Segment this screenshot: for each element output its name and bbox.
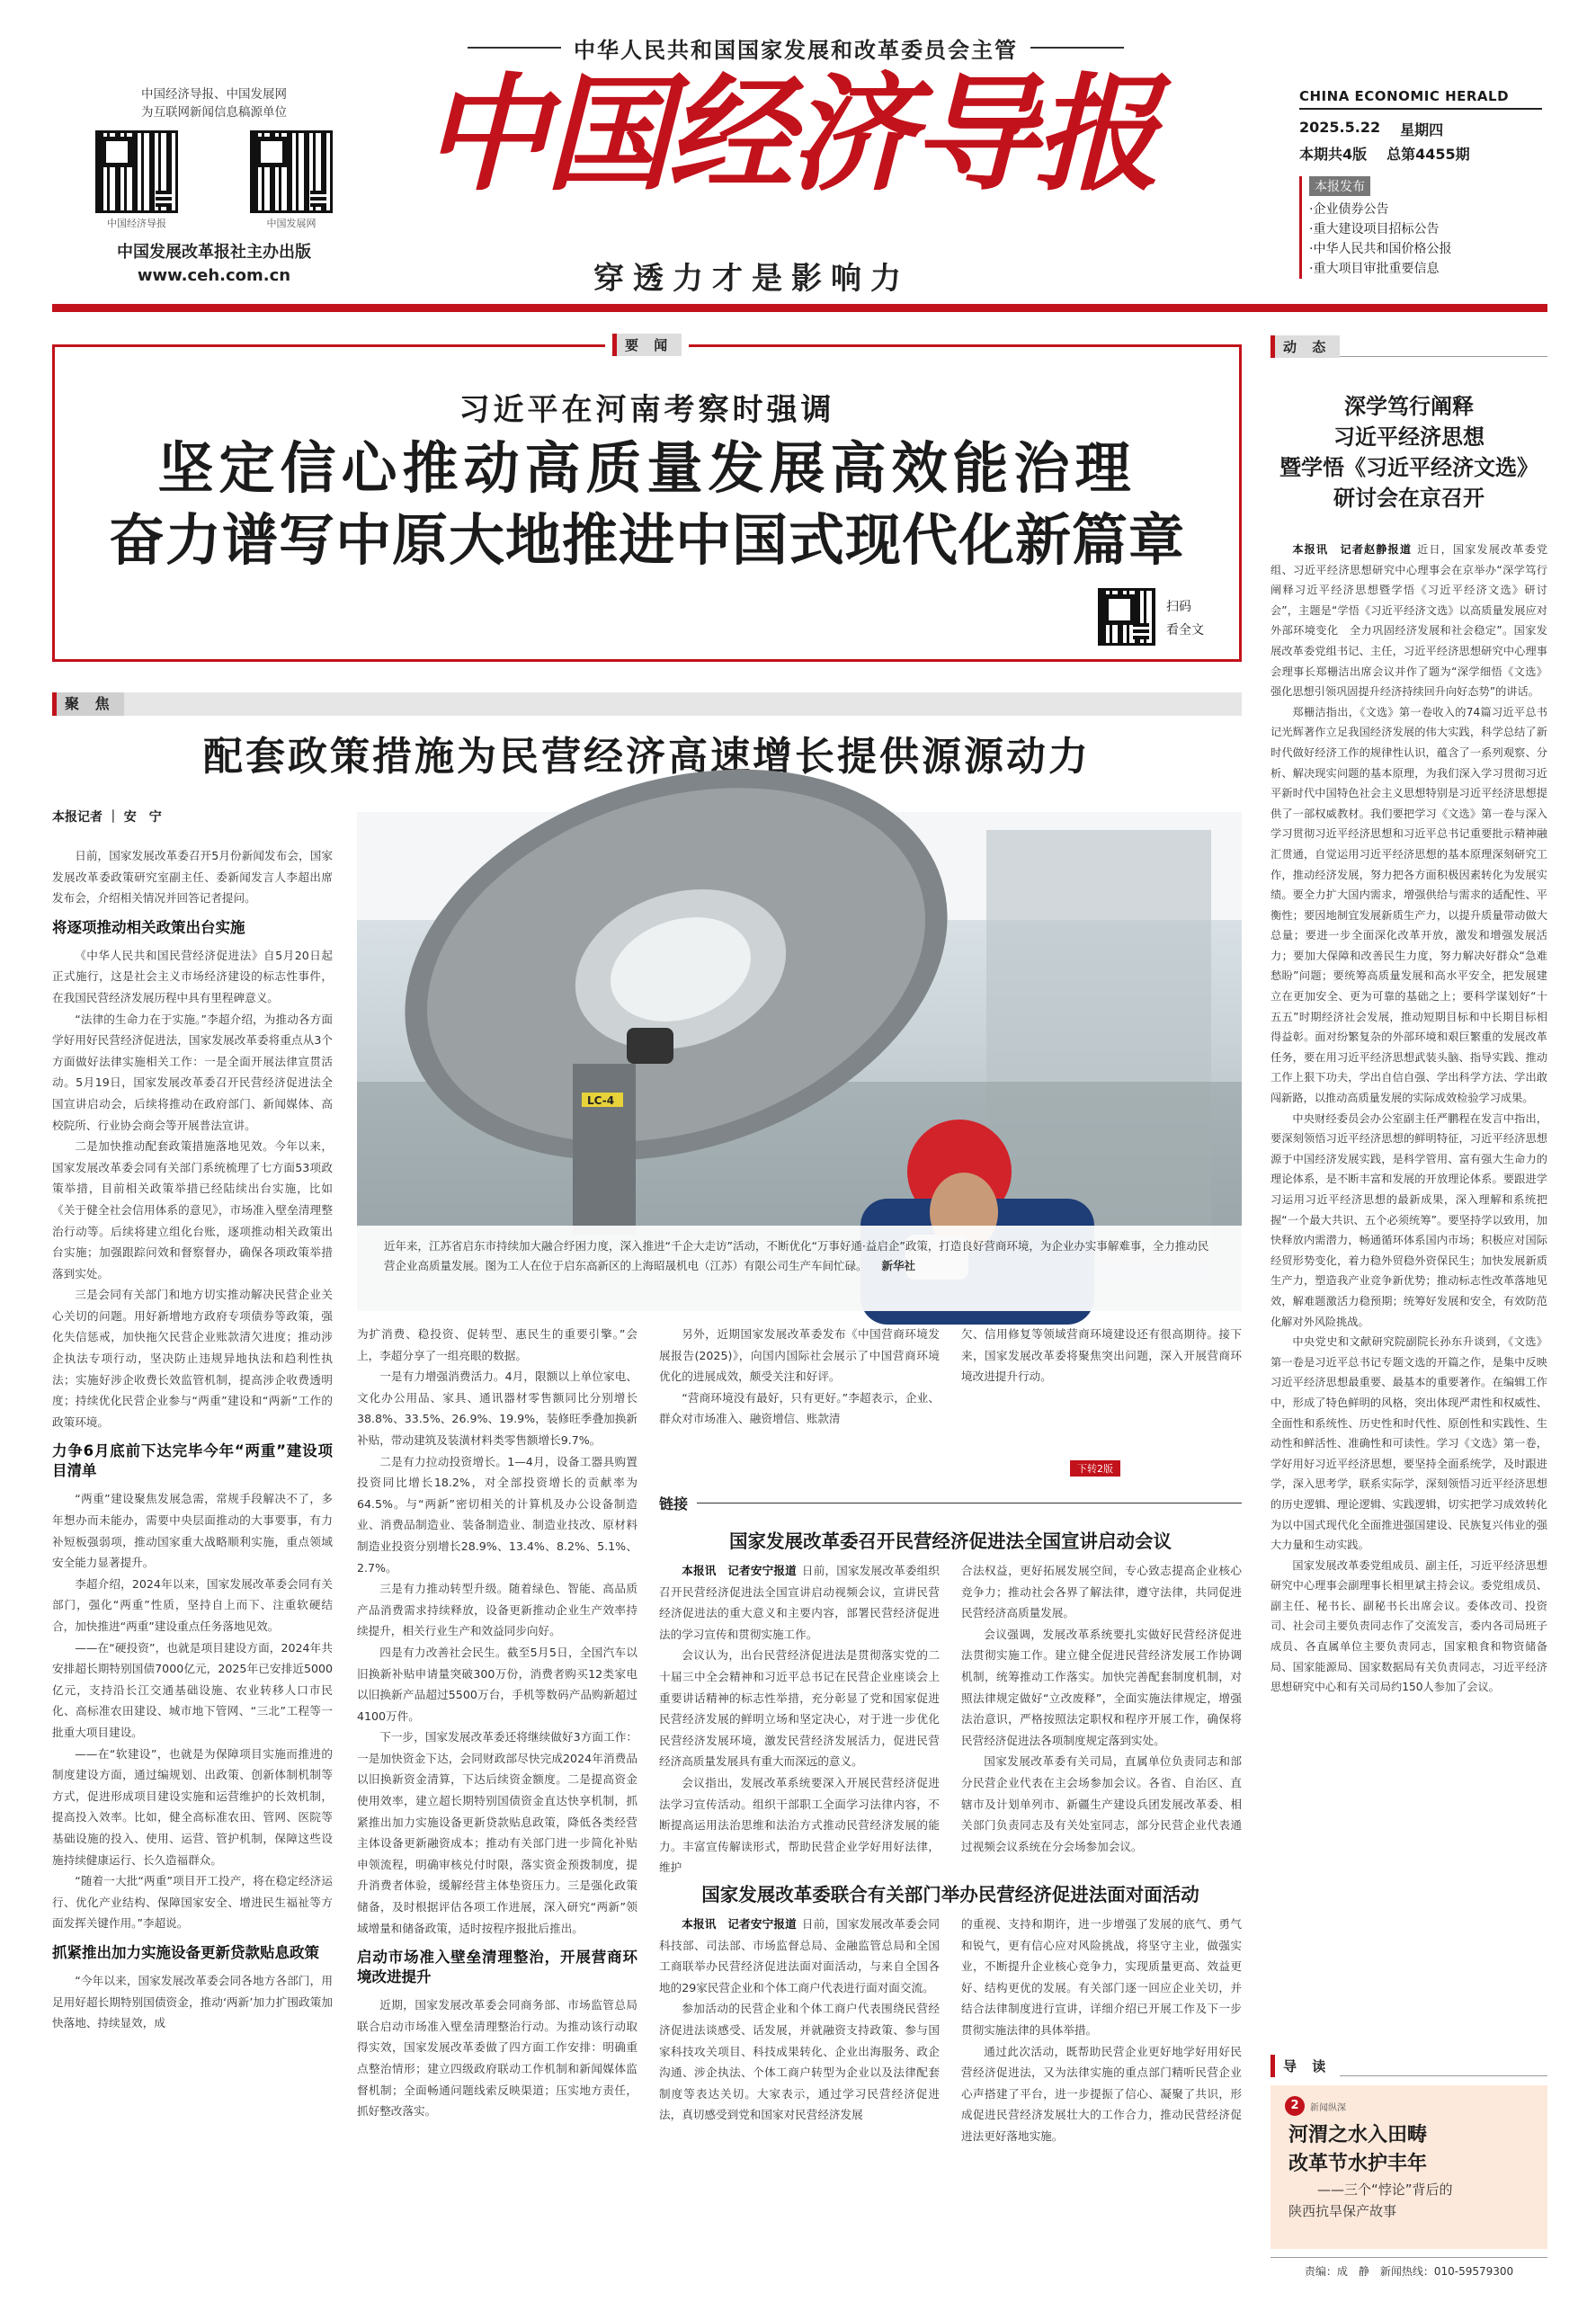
jujiao-column-4: 欠、信用修复等领域营商环境建设还有很高期待。接下来，国家发展改革委将聚焦突出问题，深入开展营商环境改进提升行动。 — [961, 1327, 1242, 1384]
footer-editor-line — [1271, 2257, 1547, 2279]
link-headline-1[interactable]: 国家发展改革委召开民营经济促进法全国宣讲启动会议 — [729, 1530, 1172, 1552]
subheading: 抓紧推出加力实施设备更新贷款贴息政策 — [52, 1943, 319, 1961]
jujiao-tag: 聚 焦 — [52, 692, 124, 716]
jujiao-bar — [52, 692, 1242, 716]
release-tag: 本报发布 — [1309, 176, 1370, 196]
supervisor-line — [468, 34, 1124, 61]
daodu-tag: 导 读 — [1271, 2055, 1340, 2077]
release-item[interactable]: ·重大建设项目招标公告 — [1309, 222, 1440, 236]
jujiao-column-3: 另外，近期国家发展改革委发布《中国营商环境发展报告(2025)》，向国内国际社会展示了中国营商环境优化的进展成效，颇受关注和好评。 “营商环境没有最好，只有更好。”李超表示，企业、群众对市场准入、融资增信、账款清 — [659, 1327, 940, 1426]
qr-code-cdn[interactable] — [250, 130, 333, 213]
jujiao-headline[interactable]: 配套政策措施为民营经济高速增长提供源源动力 — [203, 734, 1091, 780]
link-article-2-left: 本报讯 记者安宁报道 日前，国家发展改革委会同科技部、司法部、市场监督总局、金融监管总局和全国工商联举办民营经济促进法面对面活动，与来自全国各地的29家民营企业和个体工商户代表进行面对面交流。 参加活动的民营企业和个体工商户代表围绕民营经济促进法谈感受、话发展，并就融资支持政策、参与国家科技攻关项目、科技成果转化、企业出海服务、政企沟通、涉企执法、个体工商户转型为企业以及法律配套制度等表达关切。大家表示，通过学习民营经济促进法，真切感受到党和国家对民营经济发展 — [659, 1917, 941, 2122]
scan-qr-code[interactable] — [1098, 588, 1155, 646]
jujiao-column-1: 日前，国家发展改革委召开5月份新闻发布会，国家发展改革委政策研究室副主任、委新闻发言人李超出席发布会，介绍相关情况并回答记者提问。 将逐项推动相关政策出台实施 《中华人民共和国民营经济促进法》自5月20日起正式施行，这是社会主义市场经济建设的标志性事件，在我国民营经济发展历程中具有里程碑意义。 “法律的生命力在于实施。”李超介绍，为推动各方面学好用好民营经济促进法，国家发展改革委将重点从3个方面做好法律实施相关工作：一是全面开展法律宣贯活动。5月19日，国家发展改革委召开民营经济促进法全国宣讲启动会，后续将推动在政府部门、新闻媒体、高校院所、行业协会商会等开展普法宣讲。 二是加快推动配套政策措施落地见效。今年以来，国家发展改革委会同有关部门系统梳理了七方面53项政策举措，目前相关政策举措已经陆续出台实施，比如《关于健全社会信用体系的意见》，市场准入壁垒清理整治行动等。后续将建立组化台账，逐项推动相关政策出台实施；加强跟踪问效和督察督办，确保各项政策举措落到实处。 三是会同有关部门和地方切实推动解决民营企业关心关切的问题。用好新增地方政府专项债券等政策，强化失信惩戒，加快拖欠民营企业账款清欠进度；推动涉企执法专项行动，坚决防止违规异地执法和趋利性执法；实施好涉企收费长效监管机制，提高涉企收费透明度；持续优化民营企业参与“两重”建设和“两新”工作的政策环境。 力争6月底前下达完毕今年“两重”建设项目清单 “两重”建设聚焦发展急需，常规手段解决不了，多年想办而未能办，需要中央层面推动的大事要事，有力补短板强弱项，推动国家重大战略顺利实施，重点领域安全能力显著提升。 李超介绍，2024年以来，国家发展改革委会同有关部门，强化“两重”性质，坚持自上而下、注重软硬结合，加快推进“两重”建设重点任务落地见效。 ——在“硬投资”，也就是项目建设方面，2024年共安排超长期特别国债7000亿元，2025年已安排近5000亿元，支持沿长江交通基础设施、农业转移人口市民化、高标准农田建设、城市地下管网、“三北”工程等一批重大项目建设。 ——在“软建设”，也就是为保障项目实施而推进的制度建设方面，通过编规划、出政策、创新体制机制等方式，促进形成项目建设实施和运营维护的长效机制，提高投入效率。比如，健全高标准农田、管网、医院等基础设施的投入、使用、运营、管护机制，保障这些设施持续健康运行、长久造福群众。 “随着一大批“两重”项目开工投产，将在稳定经济运行、优化产业结构、保障国家安全、增进民生福祉等方面发挥关键作用。”李超说。 抓紧推出加力实施设备更新贷款贴息政策 “今年以来，国家发展改革委会同各地方各部门，用足用好超长期特别国债资金，推动‘两新’加力扩围政策加快落地、持续显效，成 — [52, 849, 333, 2030]
issue-number: 总第4455期 — [1386, 146, 1470, 163]
slogan: 穿透力才是影响力 — [593, 261, 910, 297]
link-byline: 本报讯 记者安宁报道 — [682, 1564, 797, 1577]
daodu-headline-1: 河渭之水入田畴 — [1288, 2124, 1428, 2146]
subheading: 将逐项推动相关政策出台实施 — [52, 918, 245, 936]
release-item[interactable]: ·重大项目审批重要信息 — [1309, 262, 1440, 276]
masthead-left: 中国经济导报、中国发展网 为互联网新闻信息稿源单位 中国经济导报 中国发展网 中国发展改革报社主办出版 www.ceh.com.cn — [79, 85, 349, 285]
jujiao-column-2: 为扩消费、稳投资、促转型、惠民生的重要引擎。”会上，李超分享了一组亮眼的数据。 一是有力增强消费活力。4月，限额以上单位家电、文化办公用品、家具、通讯器材零售额同比分别增长38.8%、33.5%、26.9%、19.9%，装修旺季叠加换新补贴，带动建筑及装潢材料类零售额增长9.7%。 二是有力拉动投资增长。1—4月，设备工器具购置投资同比增长18.2%，对全部投资增长的贡献率为64.5%。与“两新”密切相关的计算机及办公设备制造业、消费品制造业、装备制造业、制造业技改、原材料制造业投资分别增长28.9%、13.4%、8.2%、5.1%、2.7%。 三是有力推动转型升级。随着绿色、智能、高品质产品消费需求持续释放，设备更新推动企业生产效率持续提升，相关行业生产和效益同步向好。 四是有力改善社会民生。截至5月5日，全国汽车以旧换新补贴申请量突破300万份，消费者购买12类家电以旧换新产品超过5500万台，手机等数码产品购新超过4100万件。 下一步，国家发展改革委还将继续做好3方面工作：一是加快资金下达，会同财政部尽快完成2024年消费品以旧换新资金清算，下达后续资金额度。二是提高资金使用效率，建立超长期特别国债资金直达快享机制，抓紧推出加力实施设备更新贷款贴息政策，降低各类经营主体设备更新融资成本；推动有关部门进一步简化补贴申领流程，明确审核兑付时限，落实资金预拨制度，提升消费者体验，缓解经营主体垫资压力。三是强化政策储备，及时根据评估各项工作进展，深入研究“两新”领域增量和储备政策，适时按程序报批后推出。 启动市场准入壁垒清理整治，开展营商环境改进提升 近期，国家发展改革委会同商务部、市场监管总局联合启动市场准入壁垒清理整治行动。为推动该行动取得实效，国家发展改革委做了四方面工作安排：明确重点整治情形；建立四级政府联动工作机制和新闻媒体监督机制；全面畅通问题线索反映渠道；压实地方责任，抓好整改落实。 — [357, 1327, 638, 2119]
daodu-page-badge: 2 — [1285, 2096, 1305, 2116]
dongtai-tag: 动 态 — [1271, 335, 1340, 358]
news-photo — [357, 812, 1242, 1311]
masthead-right — [1299, 88, 1542, 279]
publisher: 中国发展改革报社主办出版 — [117, 243, 311, 262]
dongtai-tag-row — [1271, 335, 1547, 357]
yaowen-headline-2[interactable]: 奋力谱写中原大地推进中国式现代化新篇章 — [108, 507, 1185, 573]
dongtai-body: 本报讯 记者赵静报道 近日，国家发展改革委党组、习近平经济思想研究中心理事会在京举办“深学笃行阐释习近平经济思想暨学悟《习近平经济文选》研讨会”，主题是“学悟《习近平经济文选》以高质量发展应对外部环境变化 全力巩固经济发展和社会稳定”。国家发展改革委党组书记、主任，习近平经济思想研究中心理事会理事长郑栅洁出席会议并作了题为“深学细悟《文选》强化思想引领巩固提升经济持续回升向好态势”的讲话。 郑栅洁指出，《文选》第一卷收入的74篇习近平总书记光辉著作立足我国经济发展的伟大实践，科学总结了新时代做好经济工作的规律性认识，蕴含了一系列观察、分析、解决现实问题的基本原理，为我们深入学习贯彻习近平新时代中国特色社会主义思想特别是习近平经济思想提供了一部权威教材。我们要把学习《文选》第一卷与深入学习贯彻习近平经济思想和习近平总书记重要批示精神融汇贯通，自觉运用习近平经济思想的基本原理深刻研究工作，推动经济发展，努力把各方面积极因素转化为发展实绩。要全力扩大国内需求，增强供给与需求的适配性、平衡性；要因地制宜发展新质生产力，以提升质量带动做大总量；要进一步全面深化改革开放，激发和增强发展活力；要加大保障和改善民生力度，努力解决好群众“急难愁盼”问题；要统筹高质量发展和高水平安全，把发展建立在更加安全、更为可靠的基础之上；要科学谋划好“十五五”时期经济社会发展，推动短期目标和中长期目标相得益彰。面对纷繁复杂的外部环境和艰巨繁重的发展改革任务，要在用习近平经济思想武装头脑、指导实践、推动工作上狠下功夫，学出自信自强、学出科学方法、学出敢闯新路，以推动高质量发展的实际成效检验学习成果。 中央财经委员会办公室副主任严鹏程在发言中指出，要深刻领悟习近平经济思想的鲜明特征，习近平经济思想源于中国经济发展实践，是科学管用、富有强大生命力的理论体系，是不断丰富和发展的开放理论体系。要跟进学习运用习近平经济思想的最新成果，深入理解和系统把握“一个最大共识、五个必须统筹”。要坚持学以致用，加快释放内需潜力，畅通循环体系国内市场；积极应对国际经贸形势变化，着力稳外贸稳外资保民生；加快发展新质生产力，塑造我产业竞争新优势；推动标志性改革落地见效，解难题激活力稳预期；统筹好发展和安全，有效防范化解对外风险挑战。 中央党史和文献研究院副院长孙东升谈到，《文选》第一卷是习近平总书记专题文选的开篇之作，是集中反映习近平经济思想最重要、最基本的重要著作。在编辑工作中，形成了特色鲜明的风格，突出体现严肃性和权威性、全面性和系统性、历史性和时代性、原创性和实践性、生动性和鲜活性、准确性和可读性。学习《文选》第一卷，学好用好习近平经济思想，要坚持全面系统学，及时跟进学，深入思考学，联系实际学，深刻领悟习近平经济思想的历史逻辑、理论逻辑、实践逻辑，切实把学习成效转化为以中国式现代化全面推进强国建设、民族复兴伟业的强大力量和生动实践。 国家发展改革委党组成员、副主任，习近平经济思想研究中心理事会副理事长相里斌主持会议。委党组成员、副主任、秘书长、副秘书长出席会议。委体改司、投资司、社会司主要负责同志作了交流发言，委内各司局班子成员、各直属单位主要负责同志，国家粮食和物资储备局、国家能源局、国家数据局有关负责同志，习近平经济思想研究中心和有关司局约150人参加了会议。 — [1271, 543, 1548, 1694]
issue-weekday: 星期四 — [1400, 121, 1444, 138]
scan-label: 看全文 — [1166, 623, 1204, 638]
yaowen-kicker: 习近平在河南考察时强调 — [459, 392, 835, 428]
svg-text:LC-4: LC-4 — [587, 1094, 615, 1107]
daodu-tag-row — [1271, 2055, 1547, 2076]
website-link[interactable]: www.ceh.com.cn — [137, 266, 291, 285]
link-headline-2[interactable]: 国家发展改革委联合有关部门举办民营经济促进法面对面活动 — [701, 1884, 1199, 1905]
photo-caption-bar — [357, 1226, 1242, 1311]
scan-label: 扫码 — [1166, 600, 1191, 614]
page-count: 本期共4版 — [1299, 146, 1368, 163]
release-item[interactable]: ·中华人民共和国价格公报 — [1309, 242, 1452, 256]
daodu-subtitle-1: ——三个“悖论”背后的 — [1317, 2182, 1453, 2198]
link-article-1-right: 合法权益，更好拓展发展空间，专心致志提高企业核心竞争力；推动社会各界了解法律，遵守法律，共同促进民营经济高质量发展。 会议强调，发展改革系统要扎实做好民营经济促进法贯彻实施工作。建立健全促进民营经济发展工作协调机制，统筹推动工作落实。加快完善配套制度机制，对照法律规定做好“立改废释”，全面实施法律规定，增强法治意识，严格按照法定职权和程序开展工作，确保将民营经济促进法各项制度规定落到实处。 国家发展改革委有关司局，直属单位负责同志和部分民营企业代表在主会场参加会议。各省、自治区、直辖市及计划单列市、新疆生产建设兵团发展改革委、相关部门负责同志及有关处室同志，部分民营企业代表通过视频会议系统在分会场参加会议。 — [961, 1564, 1242, 1853]
yaowen-tag: 要 闻 — [612, 334, 682, 356]
photo-credit: 新华社 — [881, 1259, 916, 1272]
supervisor-text: 中华人民共和国国家发展和改革委员会主管 — [574, 36, 1018, 63]
subheading: 力争6月底前下达完毕今年“两重”建设项目清单 — [52, 1442, 333, 1480]
qr-code-ceh[interactable] — [95, 130, 178, 213]
dongtai-headline[interactable]: 深学笃行阐释 习近平经济思想 暨学悟《习近平经济文选》 研讨会在京召开 — [1279, 394, 1538, 511]
masthead-divider — [52, 304, 1547, 312]
footer-text: 责编：成 静 新闻热线：010-59579300 — [1304, 2265, 1514, 2278]
dongtai-byline: 本报讯 记者赵静报道 — [1292, 543, 1413, 556]
yaowen-box — [52, 337, 1242, 662]
daodu-box[interactable] — [1271, 2055, 1547, 2251]
daodu-headline-2: 改革节水护丰年 — [1288, 2153, 1428, 2175]
link-label: 链接 — [659, 1495, 689, 1512]
daodu-section: 新闻纵深 — [1310, 2102, 1346, 2113]
photo-caption: 近年来，江苏省启东市持续加大融合纾困力度，深入推进“千企大走访”活动，不断优化“万事好通·益启企”政策，打造良好营商环境，为企业办实事解难事，全力推动民营企业高质量发展。图为工人在位于启东高新区的上海昭晟机电（江苏）有限公司生产车间忙碌。 — [384, 1239, 1209, 1272]
link-label-row — [659, 1493, 1242, 1513]
jujiao-byline: 本报记者 ｜ 安 宁 — [52, 810, 162, 825]
link-byline: 本报讯 记者安宁报道 — [682, 1917, 797, 1931]
yaowen-headline-1[interactable]: 坚定信心推动高质量发展高效能治理 — [157, 435, 1137, 501]
issue-date: 2025.5.22 — [1299, 119, 1381, 136]
english-title: CHINA ECONOMIC HERALD — [1299, 88, 1542, 110]
masthead-title: 中国经济导报 — [423, 61, 1157, 209]
link-article-2-right: 的重视、支持和期许，进一步增强了发展的底气、勇气和锐气，更有信心应对风险挑战，将坚守主业，做强实业，不断提升企业核心竞争力，实现质量更高、效益更好、结构更优的发展。有关部门逐一回应企业关切，并结合法律制度进行宣讲，详细介绍已开展工作及下一步贯彻实施法律的具体举措。 通过此次活动，既帮助民营企业更好地学好用好民营经济促进法，又为法律实施的重点部门精听民营企业心声搭建了平台，进一步提振了信心、凝聚了共识，形成促进民营经济发展壮大的工作合力，推动民营经济促进法更好落地实施。 — [961, 1917, 1242, 2143]
turn-page-tag[interactable]: 下转2版 — [1070, 1460, 1120, 1477]
daodu-subtitle-2: 陕西抗旱保产故事 — [1288, 2203, 1397, 2219]
news-source-note: 中国经济导报、中国发展网 为互联网新闻信息稿源单位 — [141, 87, 287, 120]
release-item[interactable]: ·企业债券公告 — [1309, 202, 1389, 217]
release-box — [1299, 176, 1542, 279]
subheading: 启动市场准入壁垒清理整治，开展营商环境改进提升 — [357, 1949, 638, 1986]
link-article-1-left: 本报讯 记者安宁报道 日前，国家发展改革委组织召开民营经济促进法全国宣讲启动视频会议，宣讲民营经济促进法的重大意义和主要内容，部署民营经济促进法的学习宣传和贯彻实施工作。 会议认为，出台民营经济促进法是贯彻落实党的二十届三中全会精神和习近平总书记在民营企业座谈会上重要讲话精神的标志性举措，充分彰显了党和国家促进民营经济发展的鲜明立场和坚定决心，对于进一步优化民营经济发展环境，激发民营经济发展活力，促进民营经济高质量发展具有重大而深远的意义。 会议指出，发展改革系统要深入开展民营经济促进法学习宣传活动。组织干部职工全面学习法律内容，不断提高运用法治思维和法治方式推动民营经济发展的能力。丰富宣传解读形式，帮助民营企业学好用好法律，维护 — [659, 1564, 941, 1875]
